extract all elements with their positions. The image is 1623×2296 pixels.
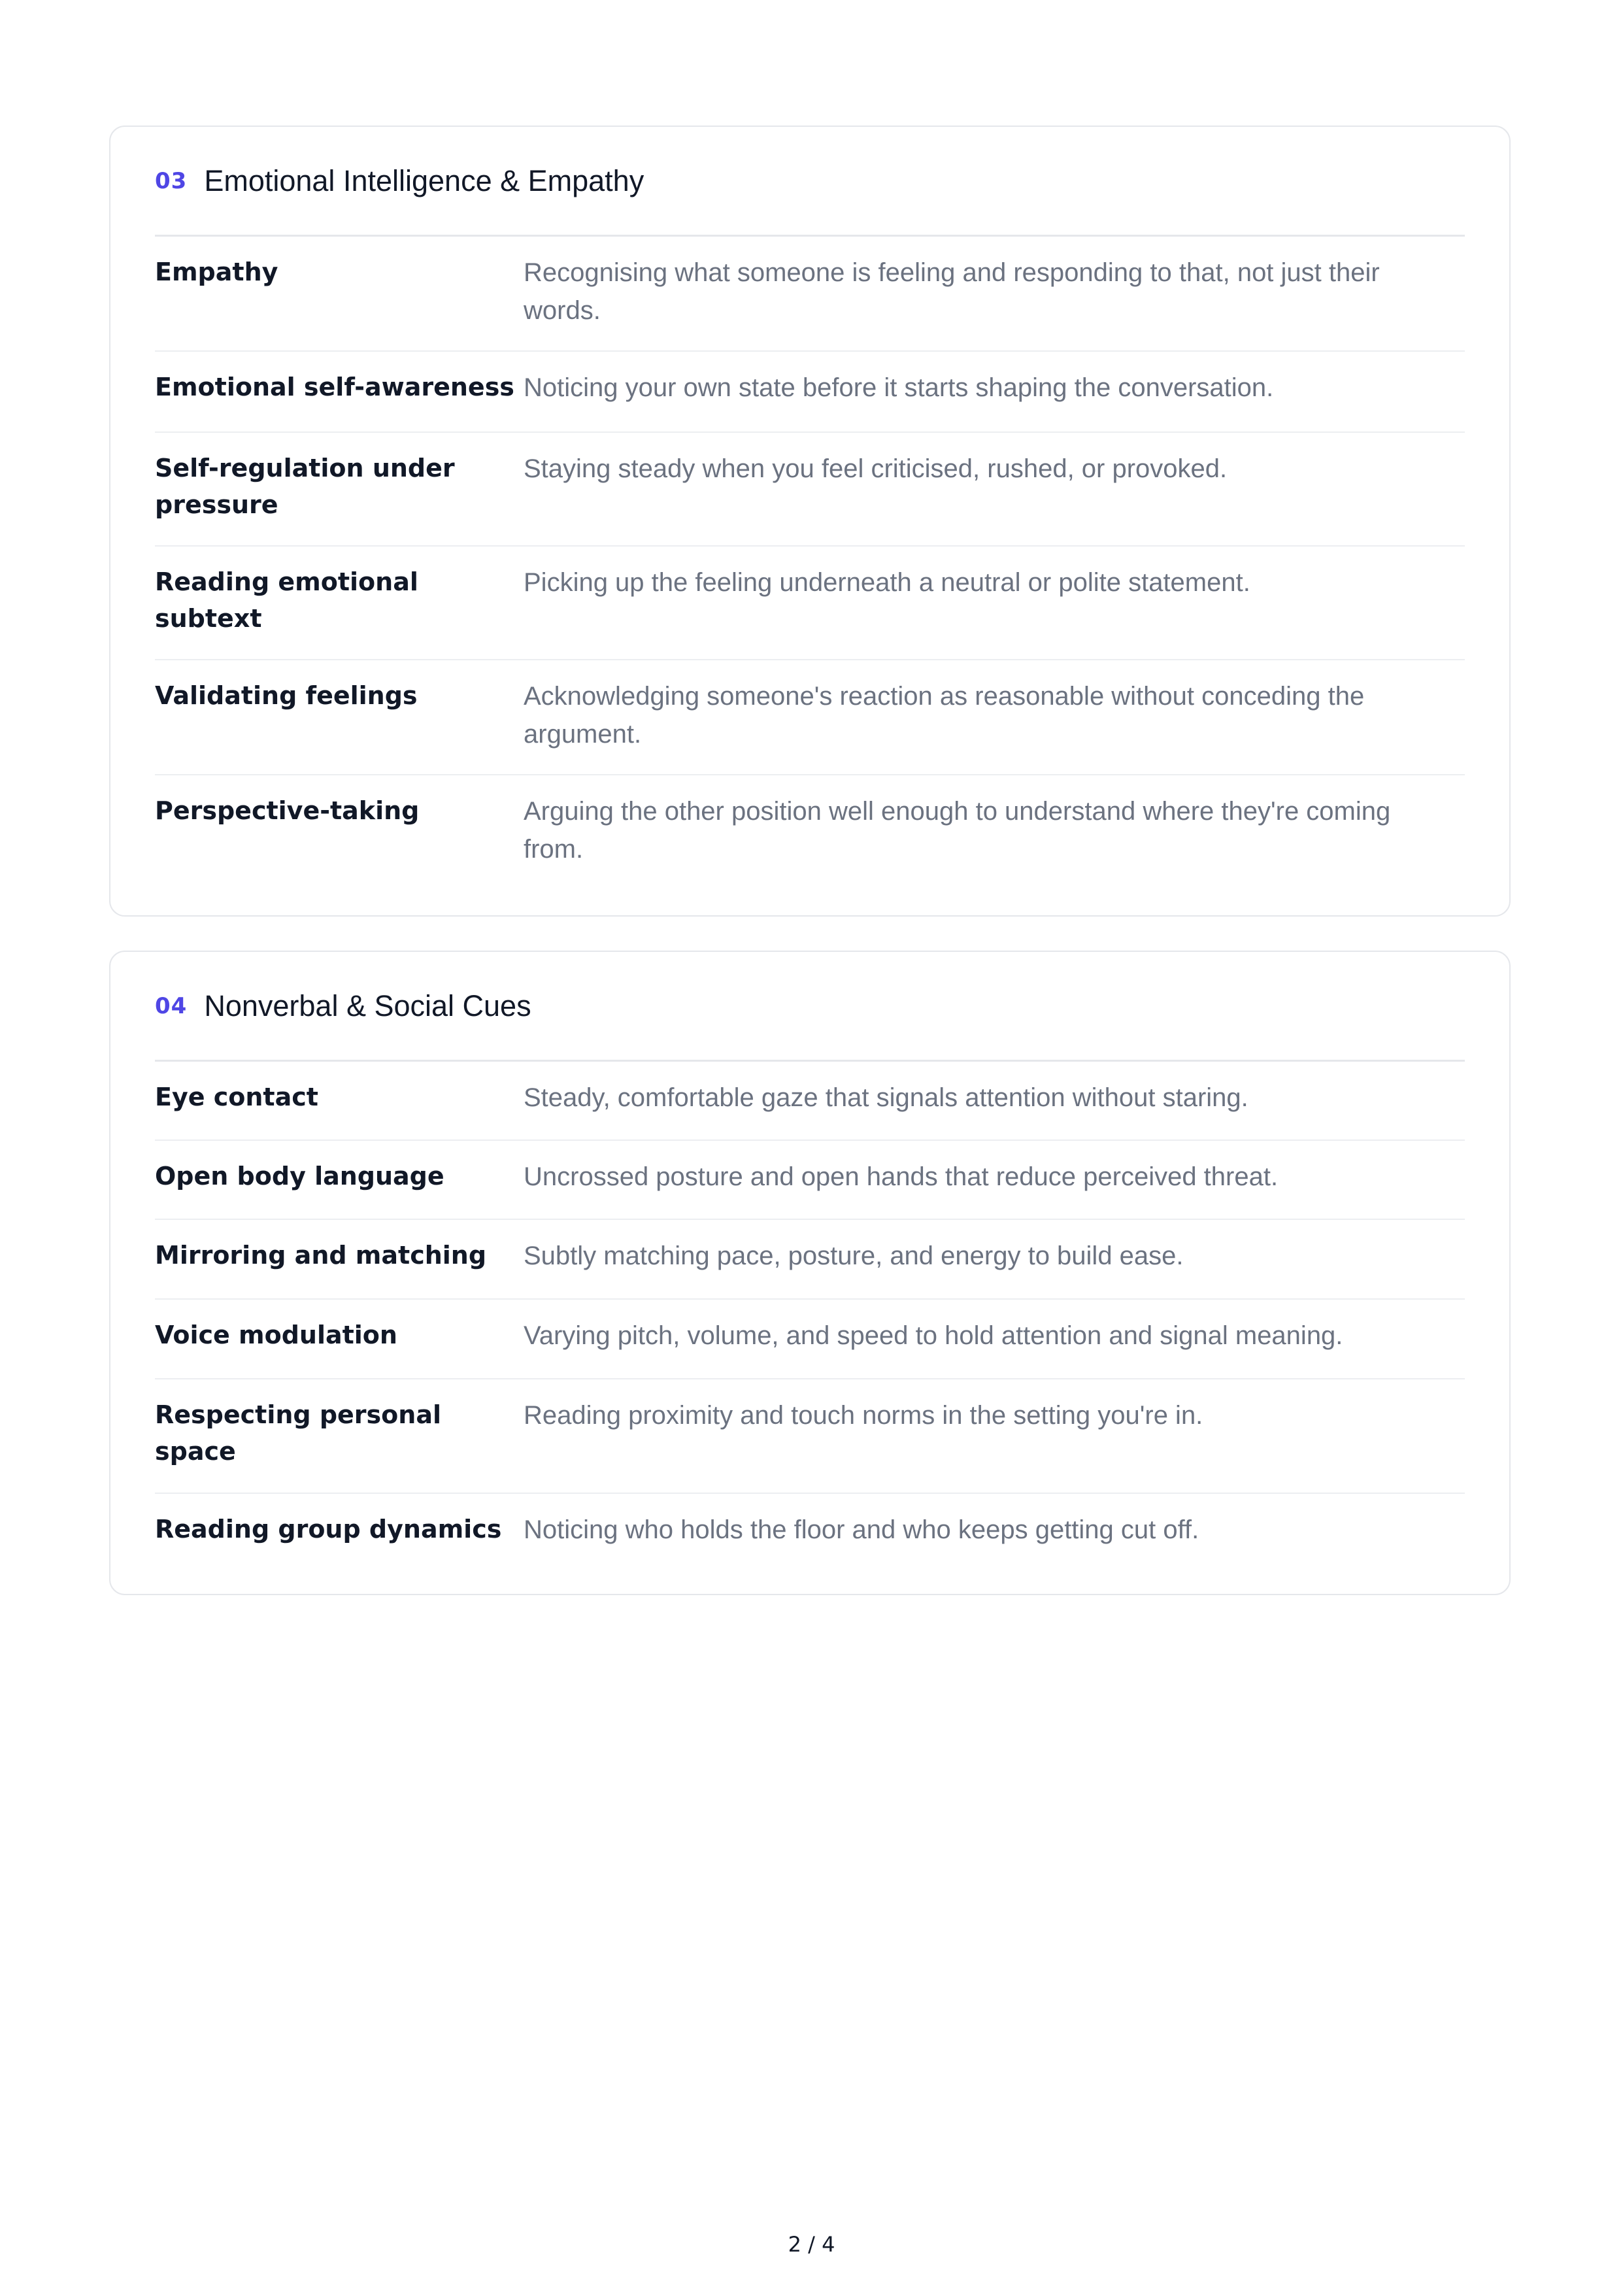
list-item — [155, 775, 1465, 890]
list-item — [155, 660, 1465, 775]
list-item — [155, 433, 1465, 547]
skill-term: Respecting personal space — [155, 1400, 441, 1466]
section-header — [155, 952, 1465, 1062]
skill-description: Subtly matching pace, posture, and energy to build ease. — [524, 1241, 1184, 1270]
skill-description: Noticing your own state before it starts shaping the conversation. — [524, 373, 1274, 402]
section-card-emotional-intelligence — [109, 126, 1511, 917]
skill-term: Eye contact — [155, 1083, 318, 1111]
skills-list — [155, 1062, 1465, 1592]
skill-term: Mirroring and matching — [155, 1241, 487, 1270]
skill-description: Uncrossed posture and open hands that reduce perceived threat. — [524, 1162, 1279, 1191]
skill-description: Noticing who holds the floor and who keeps getting cut off. — [524, 1515, 1199, 1544]
skill-description: Picking up the feeling underneath a neutral or polite statement. — [524, 568, 1250, 597]
skill-term: Reading group dynamics — [155, 1515, 502, 1544]
skill-description: Reading proximity and touch norms in the setting you're in. — [524, 1401, 1203, 1430]
skill-term: Validating feelings — [155, 681, 418, 710]
skill-term: Self-regulation under pressure — [155, 454, 455, 519]
skill-description: Varying pitch, volume, and speed to hold attention and signal meaning. — [524, 1321, 1343, 1350]
list-item — [155, 1062, 1465, 1141]
section-title: Emotional Intelligence & Empathy — [204, 163, 644, 197]
skill-term: Open body language — [155, 1162, 444, 1190]
skills-list — [155, 237, 1465, 890]
skill-description: Staying steady when you feel criticised, rushed, or provoked. — [524, 454, 1228, 483]
page-number: 2 / 4 — [788, 2232, 835, 2257]
skill-description: Arguing the other position well enough to understand where they're coming from. — [524, 797, 1391, 864]
list-item — [155, 1494, 1465, 1592]
skill-description: Acknowledging someone's reaction as reasonable without conceding the argument. — [524, 682, 1365, 749]
skill-term: Empathy — [155, 258, 278, 286]
section-number: 04 — [155, 992, 188, 1019]
section-number: 03 — [155, 167, 188, 194]
skill-term: Reading emotional subtext — [155, 567, 418, 633]
list-item — [155, 1379, 1465, 1494]
list-item — [155, 1300, 1465, 1379]
list-item — [155, 352, 1465, 433]
skill-description: Recognising what someone is feeling and responding to that, not just their words. — [524, 258, 1380, 325]
section-title: Nonverbal & Social Cues — [204, 988, 531, 1022]
skill-term: Emotional self-awareness — [155, 373, 514, 401]
skill-term: Perspective-taking — [155, 796, 420, 825]
section-header — [155, 127, 1465, 237]
list-item — [155, 1141, 1465, 1220]
skill-description: Steady, comfortable gaze that signals attention without staring. — [524, 1083, 1248, 1112]
skill-term: Voice modulation — [155, 1321, 397, 1349]
list-item — [155, 1220, 1465, 1300]
section-card-nonverbal-cues — [109, 951, 1511, 1595]
list-item — [155, 237, 1465, 352]
list-item — [155, 547, 1465, 660]
